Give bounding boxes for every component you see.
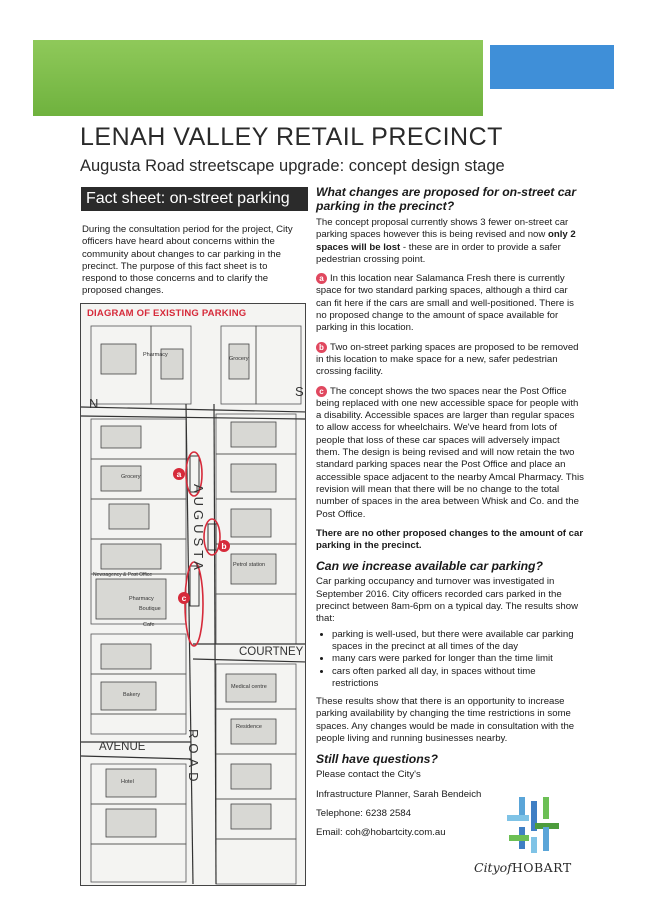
marker-c: c [178, 592, 190, 604]
shop-newsagency: Newsagency & Post Office [93, 572, 153, 578]
contact-line-2: Infrastructure Planner, Sarah Bendeich [316, 788, 482, 800]
increase-conclusion: These results show that there is an opportunity to increase parking availability by changing the time restrictions in some spaces. Any changes would be made in consultation with the people living and running businesses nearby. [316, 696, 575, 744]
parking-diagram [80, 303, 306, 886]
page-title: LENAH VALLEY RETAIL PRECINCT [80, 123, 503, 151]
shop-petrol: Petrol station [233, 562, 266, 568]
page-subtitle: Augusta Road streetscape upgrade: concept design stage [80, 157, 505, 175]
list-item: • many cars were parked for longer than the time limit [332, 653, 584, 665]
contact-email: Email: coh@hobartcity.com.au [316, 827, 446, 839]
questions-heading: Still have questions? [316, 752, 438, 767]
shop-cafe: Cafe [143, 622, 155, 628]
changes-summary: The concept proposal currently shows 3 fewer on-street car parking spaces however this is being revised and now only 2 spaces will be lost - these are in order to provide a safer pedestrian crossing point. [316, 217, 576, 265]
shop-pharmacy-top: Pharmacy [143, 352, 168, 358]
list-item: • parking is well-used, but there were available car parking spaces in the precinct at all times of the day [332, 629, 584, 654]
point-c: c The concept shows the two spaces near the Post Office being replaced with one new accessible space for people with a disability. Accessible spaces are larger than regular spaces to allow access for wheelchairs. We've heard from lots of people that loss of these car spaces will adversely impact them. The design is being revised and will now retain the two standard parking spaces near the Post Office and place an accessible space adjacent to the nearby Amcal Pharmacy. This revision will mean that there will be no change to the total number of spaces in the area between Whisk and Co. and the Post Office. [316, 385, 584, 520]
intro-paragraph: During the consultation period for the project, City officers have heard about concerns within the community about changes to car parking in the precinct. The purpose of this fact sheet is to respond to those concerns and to clarify the proposed changes. [82, 224, 293, 297]
no-other-changes: There are no other proposed changes to the amount of car parking in the precinct. [316, 527, 584, 552]
label-north: N [89, 396, 99, 411]
increase-heading: Can we increase available car parking? [316, 559, 543, 574]
point-b: b Two on-street parking spaces are proposed to be removed in this location to make space for a new, safer pedestrian crossing facility. [316, 341, 579, 378]
header-blue-band [490, 45, 614, 89]
increase-body: Car parking occupancy and turnover was investigated in September 2016. City officers recorded cars parked in the precinct between 8am-6pm on a typical day. The results show that: [316, 576, 579, 625]
right-column [316, 185, 584, 846]
diagram-map-drawing [81, 304, 306, 886]
badge-c: c [316, 386, 327, 397]
shop-residence: Residence [236, 724, 262, 730]
hobart-logo-icon [505, 797, 563, 855]
diagram-title: DIAGRAM OF EXISTING PARKING [87, 308, 247, 319]
contact-phone: Telephone: 6238 2584 [316, 807, 411, 819]
header-green-band [33, 40, 483, 116]
label-courtney: COURTNEY [239, 646, 304, 658]
label-augusta: AUGUSTA [191, 484, 206, 574]
shop-hotel: Hotel [121, 779, 134, 785]
shop-bakery: Bakery [123, 692, 141, 698]
changes-heading: What changes are proposed for on-street car parking in the precinct? [316, 185, 577, 213]
label-road: ROAD [186, 729, 201, 787]
list-item: • cars often parked all day, in spaces without time restrictions [332, 666, 584, 691]
label-s: S [295, 384, 304, 399]
shop-grocery: Grocery [121, 474, 141, 480]
point-a: a In this location near Salamanca Fresh there is currently space for two standard parking spaces, although a third car can fit here if the cars are small and well-positioned. There is no proposed change to the amount of space available for parking in this location. [316, 273, 574, 334]
label-avenue: AVENUE [99, 741, 146, 753]
fact-sheet-heading: Fact sheet: on-street parking [81, 187, 308, 211]
shop-pharmacy: Pharmacy [129, 596, 154, 602]
contact-line-1: Please contact the City's [316, 769, 421, 781]
shop-grocery-top: Grocery [229, 356, 249, 362]
marker-b: b [218, 540, 230, 552]
shop-medical: Medical centre [231, 684, 267, 690]
marker-a: a [173, 468, 185, 480]
results-list [316, 629, 584, 690]
badge-b: b [316, 342, 327, 353]
hobart-logo-text: CityofHOBART [474, 860, 572, 875]
shop-boutique: Boutique [139, 606, 161, 612]
badge-a: a [316, 273, 327, 284]
